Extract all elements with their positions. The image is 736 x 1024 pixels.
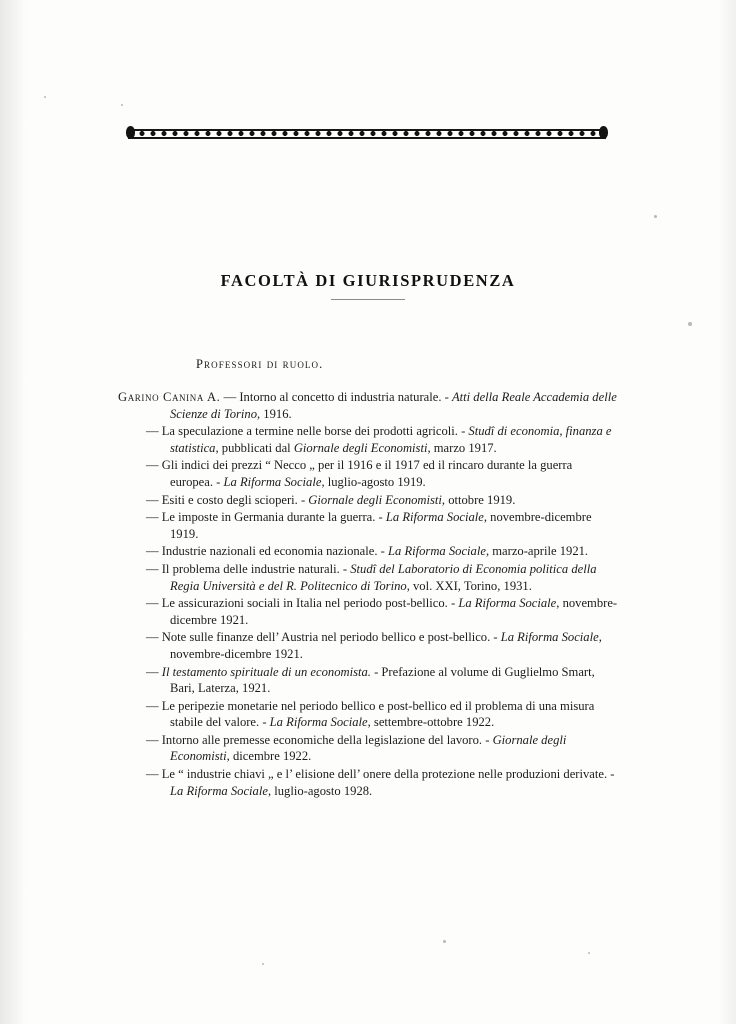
bibliography-entry [118, 543, 618, 560]
scan-speck [588, 952, 590, 954]
bibliography-entry [118, 561, 618, 594]
bibliography-entry [118, 457, 618, 490]
bibliography-entry [118, 732, 618, 765]
entry-title-italic: La Riforma Sociale [223, 474, 322, 489]
section-heading: Professori di ruolo. [196, 357, 324, 371]
scan-speck [688, 322, 692, 326]
entry-text: — Intorno al concetto di industria naturale. - [220, 390, 452, 404]
bibliography-entry [118, 595, 618, 628]
entry-title-italic: Giornale degli Economisti [293, 440, 428, 455]
scan-speck [443, 940, 446, 943]
entry-title-italic: La Riforma Sociale [385, 510, 484, 525]
bibliography-entry [118, 492, 618, 509]
entry-text: , luglio-agosto 1919. [321, 474, 426, 489]
entry-title-italic: La Riforma Sociale [269, 715, 368, 730]
entry-text: — La speculazione a termine nelle borse dei prodotti agricoli. - [146, 424, 469, 439]
ornamental-divider [128, 120, 606, 146]
entry-text: - Prefazione al volume di Guglielmo Smart, Bari, Laterza, 1921. [170, 664, 595, 696]
entry-text: — Il problema delle industrie naturali. - [146, 561, 351, 576]
bibliography-entry [118, 629, 618, 662]
bibliography-entry [118, 766, 618, 799]
entry-title-italic: La Riforma Sociale [458, 596, 557, 611]
entry-title-italic: La Riforma Sociale [388, 544, 486, 559]
entry-text: , 1916. [257, 406, 292, 421]
divider-cap-right [599, 126, 608, 139]
entry-text: , luglio-agosto 1928. [267, 783, 373, 798]
bibliography-list [118, 389, 618, 799]
entry-text: , ottobre 1919. [441, 492, 516, 507]
entry-text: , settembre-ottobre 1922. [367, 715, 495, 730]
divider-cap-left [126, 126, 135, 139]
entry-author: Garino Canina A. [118, 390, 221, 404]
bibliography-entry [118, 389, 618, 422]
bibliography-entry [118, 664, 618, 697]
bibliography-entry [118, 423, 618, 456]
entry-text: , novembre-dicembre 1921. [170, 596, 618, 627]
entry-text: , novembre-dicembre 1921. [170, 630, 602, 661]
entry-text: , vol. XXI, Torino, 1931. [406, 578, 532, 593]
entry-text: — Le imposte in Germania durante la guerra. - [146, 510, 386, 525]
entry-text: , marzo 1917. [427, 440, 497, 455]
entry-text: — Le assicurazioni sociali in Italia nel periodo post-bellico. - [146, 596, 459, 611]
entry-text: , marzo-aprile 1921. [485, 544, 589, 559]
title-underline-rule [331, 299, 405, 300]
entry-title-italic: Atti della Reale Accademia delle Scienze di Torino [170, 390, 617, 421]
entry-title-italic: Giornale degli Economisti [308, 492, 442, 507]
page-content [118, 120, 618, 800]
entry-text: — Gli indici dei prezzi “ Necco „ per il 1916 e il 1917 ed il rincaro durante la guerra europea. - [146, 458, 573, 489]
divider-rule-bottom [128, 137, 606, 139]
divider-dots [128, 130, 606, 137]
scan-speck [121, 104, 123, 106]
entry-title-italic: La Riforma Sociale [500, 630, 599, 645]
entry-text: — Le “ industrie chiavi „ e l’ elisione dell’ onere della protezione nelle produzioni derivate. - [146, 767, 615, 782]
entry-text: — Intorno alle premesse economiche della legislazione del lavoro. - [146, 732, 493, 747]
entry-text: — [146, 664, 162, 679]
entry-text: , pubblicati dal [215, 440, 294, 455]
entry-text: — Industrie nazionali ed economia nazionale. - [146, 544, 388, 559]
entry-title-italic: Studî di economia, finanza e statistica [170, 424, 612, 455]
page-title: FACOLTÀ DI GIURISPRUDENZA [220, 271, 516, 290]
bibliography-entry [118, 509, 618, 542]
bibliography-entry [118, 698, 618, 731]
entry-title-italic: Studî del Laboratorio di Economia politica della Regia Università e del R. Politecnico di Torino [170, 561, 597, 593]
entry-text: , dicembre 1922. [226, 749, 312, 764]
scan-speck [262, 963, 264, 965]
entry-title-italic: Giornale degli Economisti [170, 732, 567, 764]
entry-title-italic: Il testamento spirituale di un economista. [161, 664, 371, 679]
entry-text: , novembre-dicembre 1919. [170, 510, 592, 541]
scan-speck [44, 96, 46, 98]
entry-text: — Note sulle finanze dell’ Austria nel periodo bellico e post-bellico. - [146, 630, 501, 645]
entry-title-italic: La Riforma Sociale [170, 783, 268, 798]
entry-text: — Esiti e costo degli scioperi. - [146, 492, 309, 507]
scan-speck [654, 215, 657, 218]
entry-text: — Le peripezie monetarie nel periodo bellico e post-bellico ed il problema di una misura stabile del valore. - [146, 698, 595, 730]
